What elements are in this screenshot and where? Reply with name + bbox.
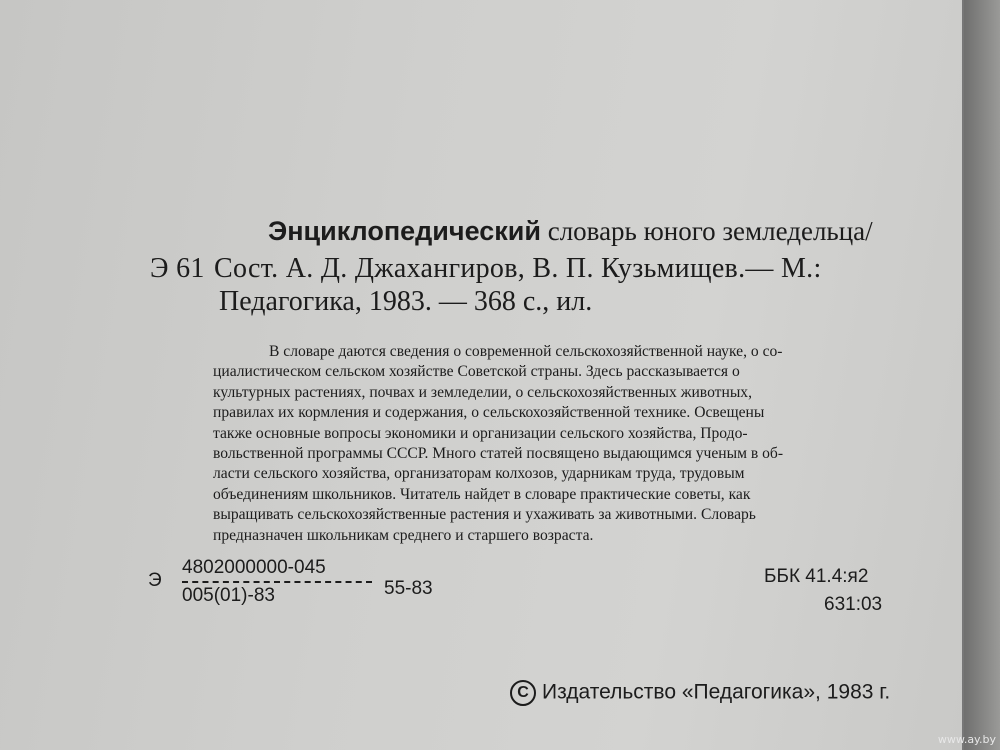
annotation-line: выращивать сельскохозяйственные растения и ухаживать за животными. Словарь bbox=[213, 506, 756, 524]
copyright-line bbox=[510, 680, 890, 706]
index-numerator: 4802000000-045 bbox=[182, 557, 326, 578]
annotation-line: культурных растениях, почвах и земледелии, о сельскохозяйственных животных, bbox=[213, 383, 752, 401]
title-bold: Энциклопедический bbox=[268, 216, 541, 246]
annotation-line: предназначен школьникам среднего и старшего возраста. bbox=[213, 526, 594, 544]
udc-code: 631:03 bbox=[824, 594, 883, 615]
annotation-line: ласти сельского хозяйства, организаторам колхозов, ударникам труда, трудовым bbox=[213, 465, 745, 483]
annotation-line: правилах их кормления и содержания, о сельскохозяйственной технике. Освещены bbox=[213, 404, 765, 422]
annotation-line: вольственной программы СССР. Много статей посвящено выдающимся ученым в об- bbox=[213, 445, 784, 463]
watermark: www.ay.by bbox=[937, 733, 996, 746]
title-rest: словарь юного земледельца/ bbox=[540, 216, 873, 246]
imprint-line: Педагогика, 1983. — 368 с., ил. bbox=[219, 286, 593, 317]
annotation bbox=[213, 342, 958, 546]
catalog-code: Э 61 bbox=[150, 253, 205, 284]
annotation-line: циалистическом сельском хозяйстве Советской страны. Здесь рассказывается о bbox=[213, 363, 740, 381]
compilers-line bbox=[150, 253, 822, 285]
annotation-line: В словаре даются сведения о современной сельскохозяйственной науке, о со- bbox=[269, 343, 783, 360]
fraction-rule bbox=[182, 581, 372, 583]
compilers-text: Сост. А. Д. Джахангиров, В. П. Кузьмищев.— М.: bbox=[214, 253, 822, 284]
index-prefix: Э bbox=[148, 570, 162, 591]
annotation-line: объединениям школьников. Читатель найдет в словаре практические советы, как bbox=[213, 485, 751, 503]
copyright-text: Издательство «Педагогика», 1983 г. bbox=[542, 680, 891, 704]
copyright-icon: C bbox=[510, 680, 536, 706]
index-denominator: 005(01)-83 bbox=[182, 585, 275, 606]
bbk-code: ББК 41.4:я2 bbox=[764, 566, 869, 587]
book-title bbox=[268, 216, 873, 247]
index-fraction bbox=[182, 557, 372, 607]
price-code: 55-83 bbox=[384, 578, 433, 599]
annotation-line: также основные вопросы экономики и организации сельского хозяйства, Продо- bbox=[213, 424, 748, 442]
page-edge bbox=[964, 0, 1000, 750]
